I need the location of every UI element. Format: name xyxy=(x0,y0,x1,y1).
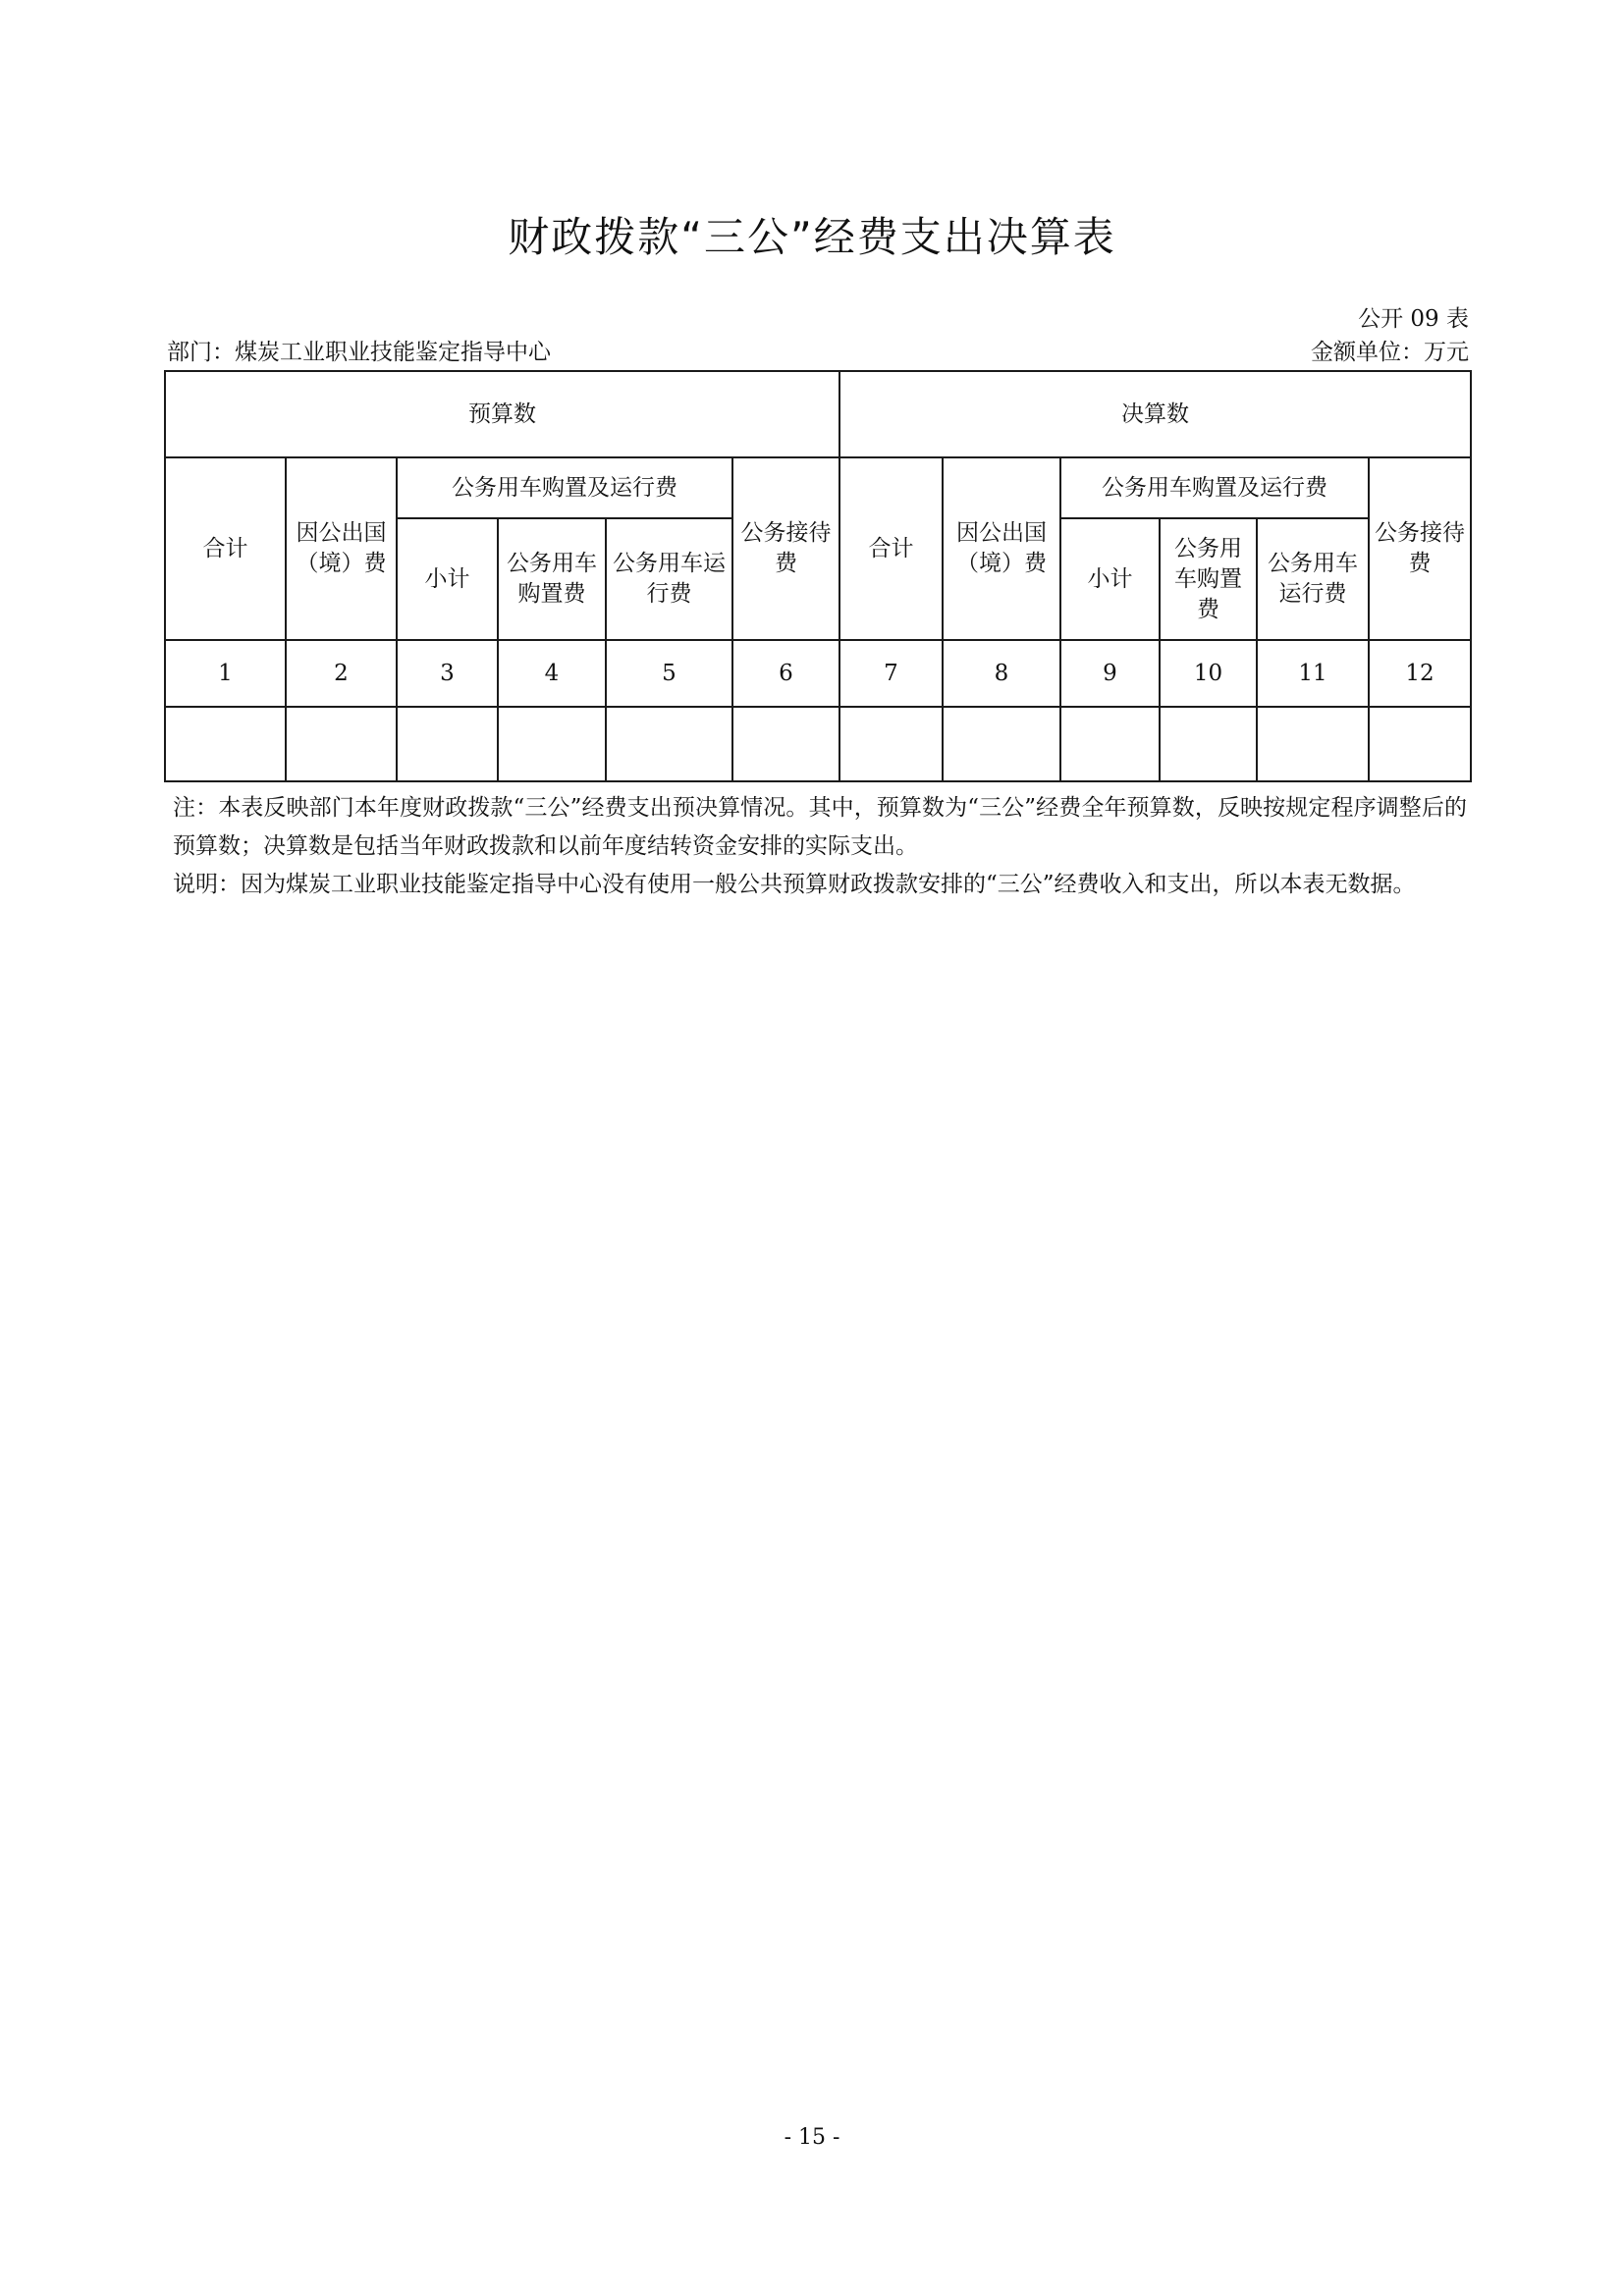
table-header-row xyxy=(165,371,1471,457)
data-cell xyxy=(1060,707,1160,781)
table-row xyxy=(165,707,1471,781)
final-subtotal-header: 小计 xyxy=(1060,518,1160,640)
column-number-cell: 3 xyxy=(397,640,498,707)
final-total-header: 合计 xyxy=(839,457,943,640)
budget-reception-header: 公务接待费 xyxy=(732,457,839,640)
data-cell xyxy=(1369,707,1471,781)
data-cell xyxy=(498,707,606,781)
amount-unit-label: 金额单位：万元 xyxy=(1311,340,1469,365)
three-public-expenditure-table xyxy=(164,370,1472,782)
data-cell xyxy=(165,707,286,781)
table-header-row xyxy=(165,457,1471,518)
column-number-cell: 11 xyxy=(1257,640,1369,707)
budget-vehicle-purchase-header: 公务用车购置费 xyxy=(498,518,606,640)
data-cell xyxy=(286,707,397,781)
table-notes xyxy=(173,789,1467,904)
data-cell xyxy=(839,707,943,781)
column-number-cell: 8 xyxy=(943,640,1060,707)
department-label: 部门：煤炭工业职业技能鉴定指导中心 xyxy=(167,340,551,365)
column-number-cell: 10 xyxy=(1160,640,1257,707)
column-number-cell: 6 xyxy=(732,640,839,707)
final-vehicle-purchase-header: 公务用车购置费 xyxy=(1160,518,1257,640)
page-title: 财政拨款“三公”经费支出决算表 xyxy=(508,213,1116,261)
budget-abroad-header: 因公出国（境）费 xyxy=(286,457,397,640)
column-number-cell: 5 xyxy=(606,640,732,707)
data-cell xyxy=(606,707,732,781)
final-abroad-header: 因公出国（境）费 xyxy=(943,457,1060,640)
budget-vehicle-group-header: 公务用车购置及运行费 xyxy=(397,457,732,518)
data-cell xyxy=(732,707,839,781)
explanation-paragraph: 说明：因为煤炭工业职业技能鉴定指导中心没有使用一般公共预算财政拨款安排的“三公”经费收入和支出，所以本表无数据。 xyxy=(173,872,1416,897)
column-number-row xyxy=(165,640,1471,707)
column-number-cell: 12 xyxy=(1369,640,1471,707)
budget-subtotal-header: 小计 xyxy=(397,518,498,640)
column-number-cell: 2 xyxy=(286,640,397,707)
form-code: 公开 09 表 xyxy=(1358,306,1469,332)
note-paragraph: 注：本表反映部门本年度财政拨款“三公”经费支出预决算情况。其中，预算数为“三公”经费全年预算数，反映按规定程序调整后的预算数；决算数是包括当年财政拨款和以前年度结转资金安排的实际支出。 xyxy=(173,795,1467,859)
budget-vehicle-operation-header: 公务用车运行费 xyxy=(606,518,732,640)
data-cell xyxy=(1160,707,1257,781)
data-cell xyxy=(1257,707,1369,781)
final-reception-header: 公务接待费 xyxy=(1369,457,1471,640)
final-vehicle-group-header: 公务用车购置及运行费 xyxy=(1060,457,1369,518)
column-number-cell: 9 xyxy=(1060,640,1160,707)
page-number: - 15 - xyxy=(784,2125,840,2150)
column-number-cell: 4 xyxy=(498,640,606,707)
data-cell xyxy=(943,707,1060,781)
budget-total-header: 合计 xyxy=(165,457,286,640)
column-number-cell: 7 xyxy=(839,640,943,707)
final-header: 决算数 xyxy=(839,371,1471,457)
budget-header: 预算数 xyxy=(165,371,839,457)
final-vehicle-operation-header: 公务用车运行费 xyxy=(1257,518,1369,640)
column-number-cell: 1 xyxy=(165,640,286,707)
data-cell xyxy=(397,707,498,781)
